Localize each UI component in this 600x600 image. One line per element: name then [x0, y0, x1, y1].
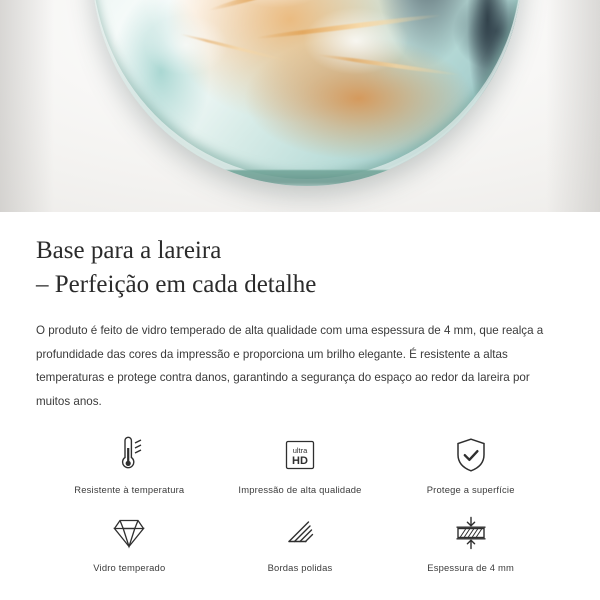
thermometer-icon: [112, 435, 146, 475]
feature-label: Protege a superfície: [426, 484, 515, 496]
feature-item-print-quality: [215, 435, 386, 495]
feature-label: Bordas polidas: [267, 562, 333, 574]
headline-line-1: Base para a lareira: [36, 237, 222, 264]
headline-line-2: – Perfeição em cada detalhe: [36, 270, 317, 298]
feature-item-polished-edges: [215, 513, 386, 573]
page-title: [36, 234, 564, 301]
feature-label: Espessura de 4 mm: [427, 562, 515, 574]
feature-item-surface-protection: [385, 435, 556, 495]
diamond-icon: [110, 513, 148, 553]
feature-item-thickness: [385, 513, 556, 573]
marble-artwork: [92, 0, 522, 186]
feature-item-tempered-glass: [44, 513, 215, 573]
hero-product-image: [0, 0, 600, 212]
feature-item-temperature-resistant: [44, 435, 215, 495]
shield-check-icon: [453, 435, 489, 475]
svg-text:HD: HD: [292, 455, 308, 468]
thickness-arrows-icon: [451, 513, 491, 553]
round-glass-plate: [92, 0, 522, 186]
feature-label: Vidro temperado: [93, 562, 166, 574]
feature-grid: [36, 435, 564, 573]
feature-label: Impressão de alta qualidade: [238, 484, 362, 496]
description-content: [0, 212, 600, 573]
ultra-hd-icon: [281, 435, 319, 475]
description-paragraph: O produto é feito de vidro temperado de alta qualidade com uma espessura de 4 mm, que realça a profundidade das cores da impressão e proporciona um brilho elegante. É resistente a altas temperaturas e protege contra danos, garantindo a segurança do espaço ao redor da lareira por muitos anos.: [36, 324, 544, 408]
polished-edges-icon: [281, 513, 319, 553]
feature-label: Resistente à temperatura: [74, 484, 185, 496]
svg-text:ultra: ultra: [292, 446, 308, 456]
white-ink-swirl: [281, 0, 431, 89]
